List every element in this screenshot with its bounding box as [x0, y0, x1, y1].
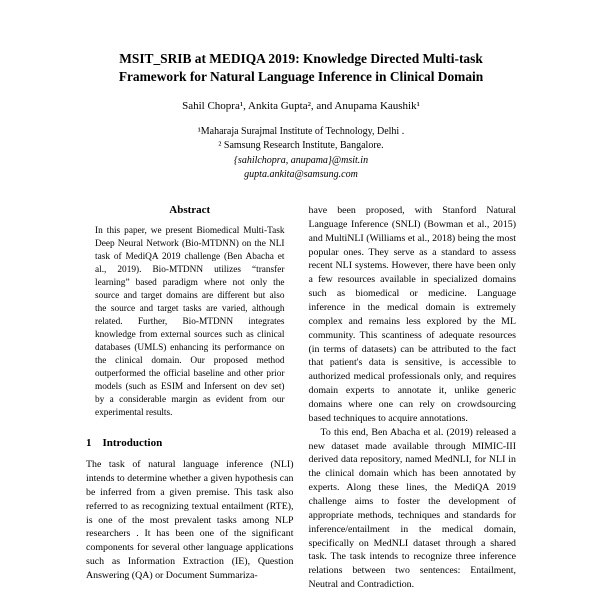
introduction-paragraph-col1: The task of natural language inference (NLI) intends to determine whether a given hypothesis can be inferred from a given premise. This task also referred to as recognizing textual entailment (RTE), is one of the most prevalent tasks among NLP researchers . It has been one of the significant components for several other language applications such as Information Extraction (IE), Question Answering (QA) or Document Summariza- — [86, 459, 294, 582]
section-title: Introduction — [102, 437, 163, 450]
affiliation-line-1: ¹Maharaja Surajmal Institute of Technology, Delhi . — [197, 126, 405, 138]
authors-line: Sahil Chopra¹, Ankita Gupta², and Anupama Kaushik¹ — [182, 100, 420, 113]
paper-title: MSIT_SRIB at MEDIQA 2019: Knowledge Directed Multi-task Framework for Natural Language Inference in Clinical Domain — [118, 51, 484, 85]
left-column — [86, 204, 294, 592]
abstract-text: In this paper, we present Biomedical Multi-Task Deep Neural Network (Bio-MTDNN) on the NLI task of MediQA 2019 challenge (Ben Abacha et al., 2019). Bio-MTDNN utilizes “transfer learning” based paradigm where not only the source and target domains are different but also the source and target tasks are varied, although related. Further, Bio-MTDNN integrates knowledge from external sources such as clinical databases (UMLS) enhancing its performance on the clinical domain. Our proposed method outperformed the official baseline and other prior models (such as ESIM and Infersent on dev set) by a considerable margin as evident from our experimental results. — [95, 225, 285, 419]
affiliations-block — [86, 125, 516, 182]
right-column — [309, 204, 517, 592]
two-column-body — [86, 204, 516, 592]
abstract-heading: Abstract — [169, 203, 211, 216]
section-number: 1 — [86, 437, 92, 450]
email-line-1: {sahilchopra, anupama}@msit.in — [233, 154, 369, 166]
affiliation-line-2: ² Samsung Research Institute, Bangalore. — [218, 140, 384, 152]
introduction-paragraph-col2-2: To this end, Ben Abacha et al. (2019) released a new dataset made available through MIMIC-III derived data repository, named MedNLI, for NLI in the clinical domain which has been annotated by experts. Along these lines, the MediQA 2019 challenge aims to foster the development of appropriate methods, techniques and standards for inference/entailment in the medical domain, specifically on MedNLI dataset through a shared task. The task intends to recognize three inference relations between two sentences: Entailment, Neutral and Contradiction. — [308, 426, 516, 591]
email-line-2: gupta.ankita@samsung.com — [244, 168, 358, 180]
introduction-paragraph-col2-1: have been proposed, with Stanford Natural Language Inference (SNLI) (Bowman et al., 2015) and MultiNLI (Williams et al., 2018) being the most popular ones. They serve as a standard to assess recent NLI systems. However, there have been only a few resources available in specialized domains such as biomedical or medicine. Language inference in the medical domain is extremely complex and remains less explored by the ML community. This scantiness of adequate resources (in terms of datasets) can be attributed to the fact that patient's data is sensitive, is accessible to authorized medical professionals only, and requires domain experts to annotate it, unlike generic domains where one can rely on crowdsourcing based techniques to acquire annotations. — [308, 204, 516, 424]
section-heading-introduction — [86, 437, 294, 449]
